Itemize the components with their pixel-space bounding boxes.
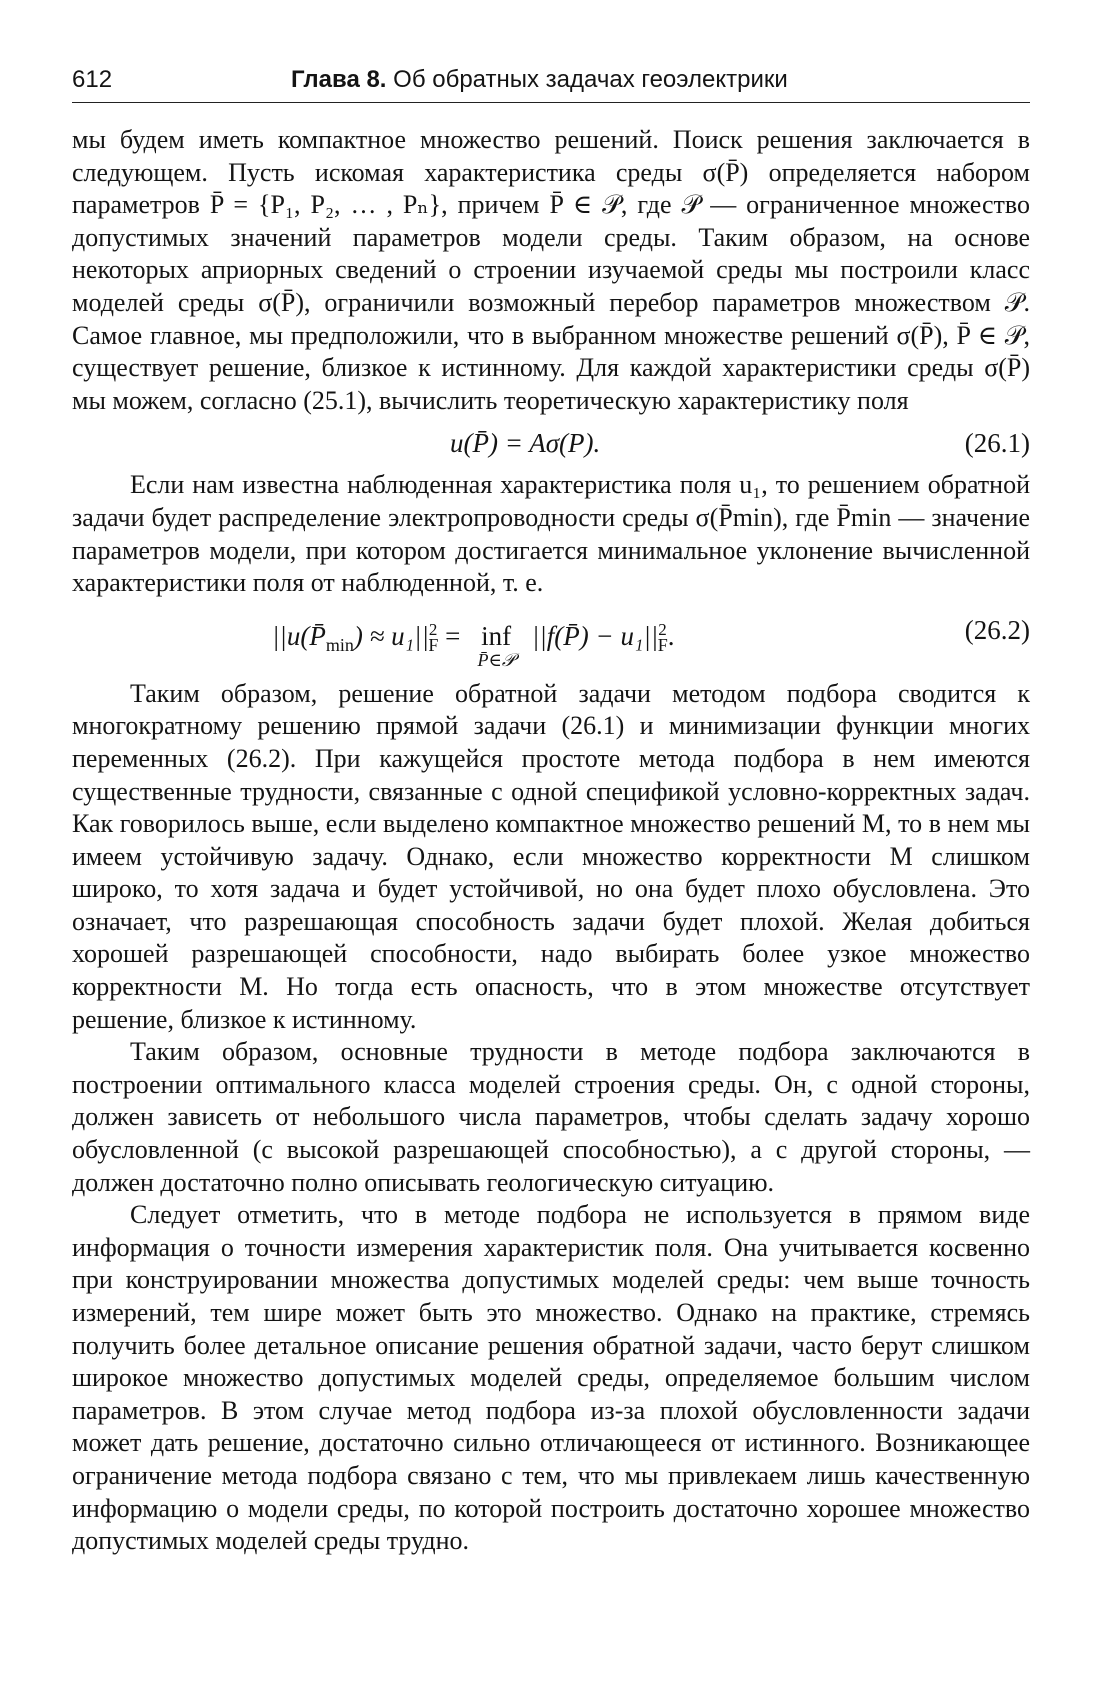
paragraph-4: Таким образом, основные трудности в методе подбора заключаются в построении оптимального класса моделей строения среды. Он, с одной стороны, должен зависеть от небольшого числа параметров, чтобы сделать задачу хорошо обусловленной (с высокой разрешающей способностью), а с другой стороны, — должен достаточно полно описывать геологическую ситуацию. bbox=[72, 1037, 1030, 1197]
eq2-left-norm-sub: F bbox=[428, 634, 439, 655]
eq2-right-sup: 2 bbox=[658, 619, 667, 639]
equation-26-2-expression bbox=[272, 614, 675, 670]
paragraph-1: мы будем иметь компактное множество решений. Поиск решения заключается в следующем. Пусть искомая характеристика среды σ(P̄) определяется набором параметров P̄ = {P₁, P₂, … , Pₙ}, причем P̄ ∈ 𝒫, где 𝒫 — ограниченное множество допустимых значений параметров модели среды. Таким образом, на основе некоторых априорных сведений о строении изучаемой среды мы построили класс моделей среды σ(P̄), ограничили возможный перебор параметров множеством 𝒫. Самое главное, мы предположили, что в выбранном множестве решений σ(P̄), P̄ ∈ 𝒫, существует решение, близкое к истинному. Для каждой характеристики среды σ(P̄) мы можем, согласно (25.1), вычислить теоретическую характеристику поля bbox=[72, 125, 1030, 415]
eq2-left-a: ||u(P̄ bbox=[272, 620, 326, 651]
eq2-right: ||f(P̄) − u₁|| bbox=[531, 620, 659, 651]
chapter-title: Об обратных задачах геоэлектрики bbox=[393, 66, 788, 93]
equation-26-2-number: (26.2) bbox=[964, 614, 1030, 645]
book-page bbox=[72, 60, 1030, 1556]
eq2-equals: = bbox=[438, 620, 468, 651]
eq2-left-b: ) ≈ u₁|| bbox=[353, 620, 429, 651]
page-body bbox=[72, 124, 1030, 1558]
equation-26-1-number: (26.1) bbox=[964, 428, 1030, 459]
header-rule bbox=[72, 102, 1030, 103]
paragraph-2: Если нам известна наблюденная характеристика поля u₁, то решением обратной задачи будет распределение электропроводности среды σ(P̄min), где P̄min — значение параметров модели, при котором достигается минимальное уклонение вычисленной характеристики поля от наблюденной, т. е. bbox=[72, 470, 1030, 598]
equation-26-1 bbox=[72, 417, 1030, 469]
equation-26-1-expression: u(P̄) = Aσ(P). bbox=[450, 428, 601, 459]
running-head bbox=[291, 66, 788, 94]
eq2-left-sup: 2 bbox=[428, 619, 438, 639]
eq2-left-sub: min bbox=[325, 634, 354, 655]
eq2-right-sub: F bbox=[657, 634, 668, 655]
page-number: 612 bbox=[72, 66, 113, 93]
paragraph-3: Таким образом, решение обратной задачи методом подбора сводится к многократному решению прямой задачи (26.1) и минимизации функции многих переменных (26.2). При кажущейся простоте метода подбора в нем имеются существенные трудности, связанные с одной спецификой условно-корректных задач. Как говорилось выше, если выделено компактное множество решений M, то в нем мы имеем устойчивую задачу. Однако, если множество корректности M слишком широко, то хотя задача и будет устойчивой, но она будет плохо обусловлена. Это означает, что разрешающая способность задачи будет плохой. Желая добиться хорошей разрешающей способности, надо выбирать более узкое множество корректности M. Но тогда есть опасность, что в этом множестве отсутствует решение, близкое к истинному. bbox=[72, 678, 1030, 1034]
chapter-label: Глава 8. bbox=[291, 66, 387, 93]
eq2-inf bbox=[467, 620, 525, 670]
running-header bbox=[72, 60, 1030, 100]
eq2-inf-under: P̄∈𝒫 bbox=[477, 649, 515, 670]
eq2-right-end: . bbox=[667, 620, 675, 651]
paragraph-5: Следует отметить, что в методе подбора не используется в прямом виде информация о точности измерения характеристик поля. Она учитывается косвенно при конструировании множества допустимых моделей среды: чем выше точность измерений, тем шире может быть это множество. Однако на практике, стремясь получить более детальное описание решения обратной задачи, часто берут слишком широкое множество допустимых моделей среды, определяемое большим числом параметров. В этом случае метод подбора из-за плохой обусловленности задачи может дать решение, достаточно сильно отличающееся от истинного. Возникающее ограничение метода подбора связано с тем, что мы привлекаем лишь качественную информацию о модели среды, по которой построить достаточно хорошее множество допустимых моделей среды трудно. bbox=[72, 1200, 1030, 1556]
eq2-inf-label: inf bbox=[481, 620, 512, 651]
equation-26-2 bbox=[72, 600, 1030, 678]
